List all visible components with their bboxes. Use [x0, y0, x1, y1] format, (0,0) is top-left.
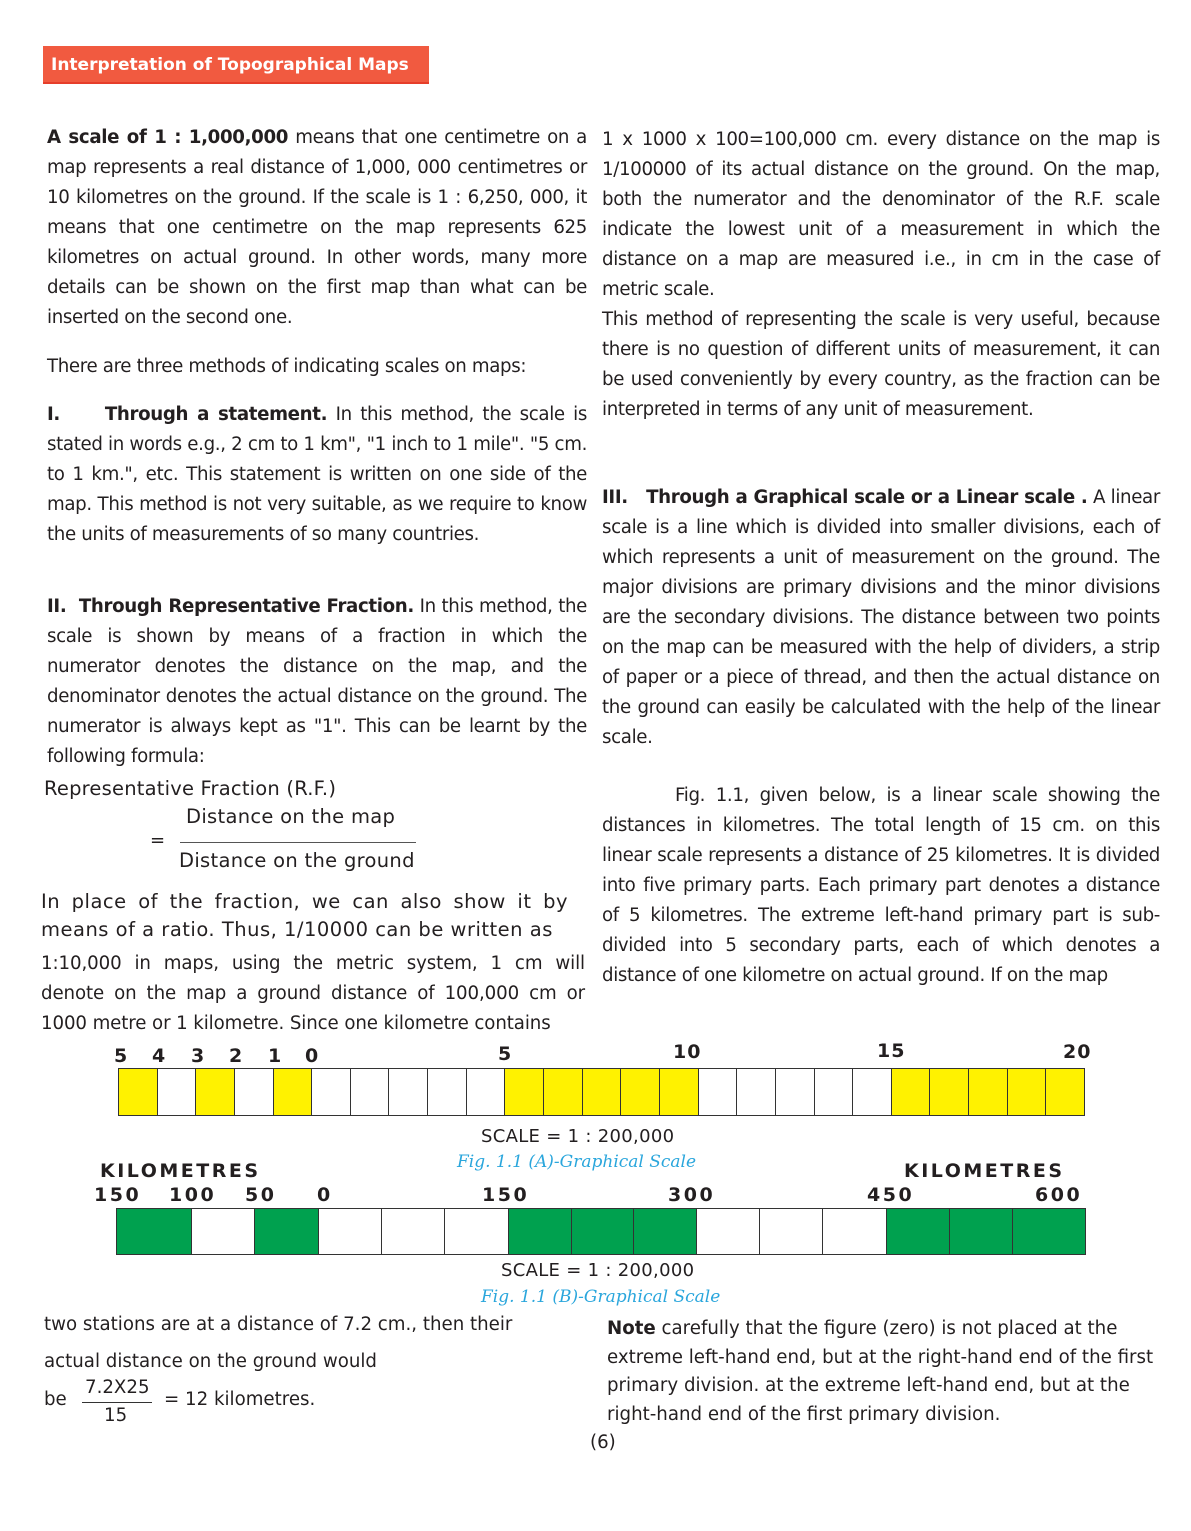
fig-a-scale-text: SCALE = 1 : 200,000: [481, 1126, 675, 1147]
scale-division: [117, 1209, 192, 1254]
rf-continued: [602, 125, 1160, 425]
method-two-text: In this method, the scale is shown by means of a fraction in which the numerator denotes the distance on the map, and the denominator denotes the actual distance on the ground. The numerator is always kept as "1". This can be learnt by the following formula:: [47, 596, 587, 767]
scale-division: [887, 1209, 950, 1254]
calc-fraction-line: [82, 1402, 152, 1403]
method-two-heading: II. Through Representative Fraction.: [47, 596, 414, 617]
fig-a-label: 4: [152, 1045, 167, 1067]
scale-division: [445, 1209, 509, 1254]
fig-b-label: 150: [94, 1184, 142, 1206]
scale-division: [572, 1209, 635, 1254]
linear-scale-bar-b: [116, 1208, 1086, 1255]
method-three-text: A linear scale is a line which is divided into smaller divisions, each of which represents a unit of measurement on the ground. The major divisions are primary divisions and the minor divisions are the secondary divisions. The distance between two points on the map can be measured with the help of dividers, a strip of paper or a piece of thread, and then the actual distance on the ground can easily be calculated with the help of the linear scale.: [602, 487, 1160, 748]
calc-denominator: 15: [104, 1405, 128, 1426]
calc-line-2: actual distance on the ground would: [44, 1351, 377, 1372]
figure-description: [602, 781, 1160, 991]
scale-division: [119, 1069, 158, 1115]
method-three-heading: III. Through a Graphical scale or a Linear scale .: [602, 487, 1088, 508]
rf-continued-text: 1 x 1000 x 100=100,000 cm. every distance on the map is 1/100000 of its actual distance on the ground. On the map, both the numerator and the denominator of the R.F. scale indicate the lowest unit of a measurement in which the distance on a map are measured i.e., in cm in the case of metric scale.: [602, 129, 1160, 300]
page-number: (6): [590, 1432, 616, 1453]
calc-result: = 12 kilometres.: [164, 1389, 316, 1410]
scale-division: [776, 1069, 815, 1115]
figure-description-text: Fig. 1.1, given below, is a linear scale showing the distances in kilometres. The total length of 15 cm. on this linear scale represents a distance of 25 kilometres. It is divided into five primary parts. Each primary part denotes a distance of 5 kilometres. The extreme left-hand primary part is sub-divided into 5 secondary parts, each of which denotes a distance of one kilometre on actual ground. If on the map: [602, 785, 1160, 986]
method-two: [47, 592, 587, 772]
formula-label: Representative Fraction (R.F.): [44, 777, 337, 800]
scale-division: [509, 1209, 572, 1254]
fig-a-label: 0: [305, 1045, 320, 1067]
scale-division: [950, 1209, 1013, 1254]
scale-division: [969, 1069, 1008, 1115]
fig-b-label: 50: [245, 1184, 277, 1206]
scale-division: [428, 1069, 467, 1115]
intro-bold: A scale of 1 : 1,000,000: [47, 127, 289, 148]
note-bold: Note: [607, 1318, 656, 1339]
fig-b-unit-left: KILOMETRES: [100, 1160, 261, 1182]
scale-division: [760, 1209, 823, 1254]
scale-division: [823, 1209, 887, 1254]
linear-scale-bar-a: [118, 1068, 1085, 1116]
calc-numerator: 7.2X25: [85, 1377, 150, 1398]
fig-a-label: 5: [498, 1043, 513, 1065]
fig-a-label: 10: [673, 1041, 702, 1063]
scale-division: [389, 1069, 428, 1115]
scale-division: [1013, 1209, 1086, 1254]
scale-division: [274, 1069, 313, 1115]
intro-text: means that one centimetre on a map represents a real distance of 1,000, 000 centimetres or 10 kilometres on the ground. If the scale is 1 : 6,250, 000, it means that one centimetre on the map represents 625 kilometres on actual ground. In other words, many more details can be shown on the first map than what can be inserted on the second one.: [47, 127, 587, 328]
methods-intro: [47, 352, 587, 382]
fig-a-label: 2: [229, 1045, 244, 1067]
fig-b-label: 600: [1035, 1184, 1083, 1206]
formula-numerator: Distance on the map: [186, 805, 396, 828]
fig-a-label: 3: [191, 1045, 206, 1067]
scale-division: [351, 1069, 390, 1115]
scale-division: [697, 1209, 760, 1254]
calc-be: be: [44, 1389, 67, 1410]
scale-division: [158, 1069, 197, 1115]
scale-division: [634, 1209, 697, 1254]
fig-b-label: 0: [317, 1184, 333, 1206]
scale-division: [583, 1069, 622, 1115]
calc-line-1: two stations are at a distance of 7.2 cm., then their: [44, 1314, 513, 1335]
scale-division: [544, 1069, 583, 1115]
scale-division: [699, 1069, 738, 1115]
scale-division: [255, 1209, 319, 1254]
fig-b-label: 450: [867, 1184, 915, 1206]
method-three: [602, 483, 1160, 753]
rf-usefulness-text: This method of representing the scale is very useful, because there is no question of different units of measurement, it can be used conveniently by every country, as the fraction can be interpreted in terms of any unit of measurement.: [602, 309, 1160, 420]
scale-division: [930, 1069, 969, 1115]
formula-equals: =: [150, 830, 166, 851]
fig-b-label: 150: [482, 1184, 530, 1206]
fig-b-label: 300: [668, 1184, 716, 1206]
method-one-heading: I. Through a statement.: [47, 404, 328, 425]
note-text: carefully that the figure (zero) is not placed at the extreme left-hand end, but at the right-hand end of the first primary division. at the extreme left-hand end, but at the right-hand end of the first primary division.: [607, 1318, 1154, 1425]
fig-b-unit-right: KILOMETRES: [904, 1160, 1065, 1182]
scale-division: [319, 1209, 382, 1254]
fraction-line: [180, 842, 416, 843]
intro-paragraph: [47, 123, 587, 333]
fig-a-label: 1: [268, 1045, 283, 1067]
fig-a-label: 15: [877, 1040, 906, 1062]
ratio-paragraph-b: 1:10,000 in maps, using the metric system, 1 cm will denote on the map a ground distance of 100,000 cm or 1000 metre or 1 kilometre. Since one kilometre contains: [41, 953, 585, 1034]
scale-division: [192, 1209, 255, 1254]
scale-division: [737, 1069, 776, 1115]
ratio-paragraph-a: In place of the fraction, we can also show it by means of a ratio. Thus, 1/10000 can be written as: [41, 890, 568, 941]
formula-denominator: Distance on the ground: [179, 849, 415, 872]
fig-b-scale-text: SCALE = 1 : 200,000: [501, 1260, 695, 1281]
fig-a-label: 20: [1063, 1041, 1092, 1063]
scale-division: [1046, 1069, 1085, 1115]
scale-division: [196, 1069, 235, 1115]
scale-division: [892, 1069, 931, 1115]
scale-division: [853, 1069, 892, 1115]
note-paragraph: [607, 1315, 1157, 1429]
scale-division: [505, 1069, 544, 1115]
scale-division: [660, 1069, 699, 1115]
scale-division: [312, 1069, 351, 1115]
scale-division: [621, 1069, 660, 1115]
scale-division: [815, 1069, 854, 1115]
fig-a-label: 5: [114, 1045, 129, 1067]
method-one-text: In this method, the scale is stated in words e.g., 2 cm to 1 km", "1 inch to 1 mile". "5 cm. to 1 km.", etc. This statement is written on one side of the map. This method is not very suitable, as we require to know the units of measurements of so many countries.: [47, 404, 588, 545]
fig-b-caption: Fig. 1.1 (B)-Graphical Scale: [481, 1287, 721, 1307]
scale-division: [1008, 1069, 1047, 1115]
fig-a-caption: Fig. 1.1 (A)-Graphical Scale: [457, 1152, 697, 1172]
chapter-header: Interpretation of Topographical Maps: [43, 46, 429, 84]
fig-b-label: 100: [169, 1184, 217, 1206]
method-one: [47, 400, 587, 550]
methods-intro-text: There are three methods of indicating scales on maps:: [47, 356, 527, 377]
scale-division: [235, 1069, 274, 1115]
scale-division: [467, 1069, 506, 1115]
scale-division: [382, 1209, 445, 1254]
